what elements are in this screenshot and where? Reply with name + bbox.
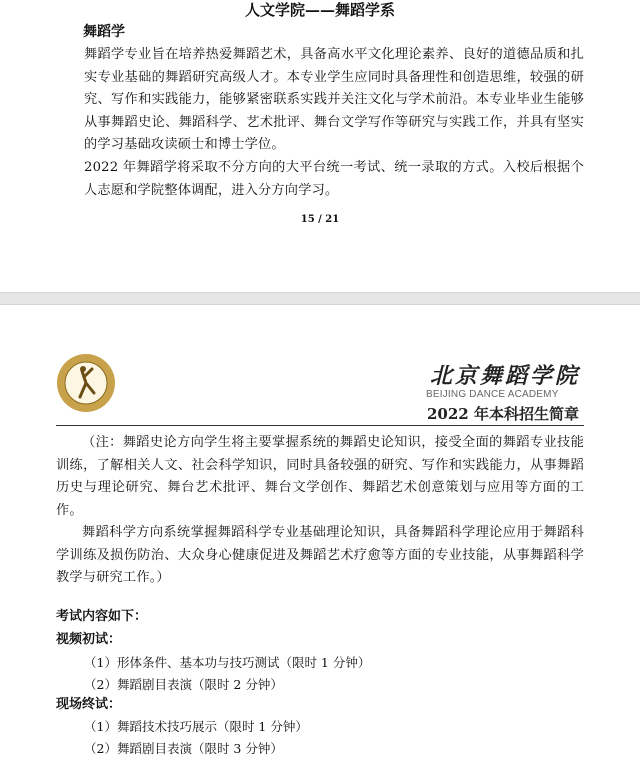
list-item: （2）舞蹈剧目表演（限时 3 分钟）	[84, 741, 283, 756]
exam-content-heading: 考试内容如下：	[56, 609, 148, 624]
page-title: 人文学院——舞蹈学系	[244, 1, 395, 19]
academy-name-en: BEIJING DANCE ACADEMY	[426, 389, 559, 400]
list-item: （1）舞蹈技术技巧展示（限时 1 分钟）	[84, 719, 308, 734]
page-separator	[0, 292, 640, 305]
section-heading: 舞蹈学	[83, 24, 125, 40]
paragraph-program-intro: 舞蹈学专业旨在培养热爱舞蹈艺术，具备高水平文化理论素养、良好的道德品质和扎实专业基础的舞蹈研究高级人才。本专业学生应同时具备理性和创造思维，较强的研究、写作和实践能力，能够紧密联系实践并关注文化与学术前沿。本专业毕业生能够从事舞蹈史论、舞蹈科学、艺术批评、舞台文学写作等研究与实践工作，并具有坚实的学习基础攻读硕士和博士学位。	[84, 47, 584, 152]
list-item: （2）舞蹈剧目表演（限时 2 分钟）	[84, 677, 283, 692]
beijing-dance-academy-logo-icon	[56, 353, 116, 413]
onsite-round-label: 现场终试：	[56, 697, 122, 712]
header-divider	[56, 425, 584, 426]
list-item: （1）形体条件、基本功与技巧测试（限时 1 分钟）	[84, 655, 371, 670]
page-number: 15 / 21	[300, 214, 340, 225]
video-round-label: 视频初试：	[56, 632, 122, 647]
paragraph-admission-method: 2022 年舞蹈学将采取不分方向的大平台统一考试、统一录取的方式。入校后根据个人志愿和学院整体调配，进入分方向学习。	[84, 160, 584, 198]
academy-name-cn: 北京舞蹈学院	[430, 363, 581, 389]
paragraph-history-theory-note: （注：舞蹈史论方向学生将主要掌握系统的舞蹈史论知识，接受全面的舞蹈专业技能训练，了解相关人文、社会科学知识，同时具备较强的研究、写作和实践能力，从事舞蹈历史与理论研究、舞台艺术批评、舞台文学创作、舞蹈艺术创意策划与应用等方面的工作。	[56, 435, 584, 518]
paragraph-dance-science-note: 舞蹈科学方向系统掌握舞蹈科学专业基础理论知识，具备舞蹈科学理论应用于舞蹈科学训练及损伤防治、大众身心健康促进及舞蹈艺术疗愈等方面的专业技能，从事舞蹈科学教学与研究工作。）	[56, 525, 584, 585]
brochure-title: 2022 年本科招生简章	[427, 405, 579, 423]
